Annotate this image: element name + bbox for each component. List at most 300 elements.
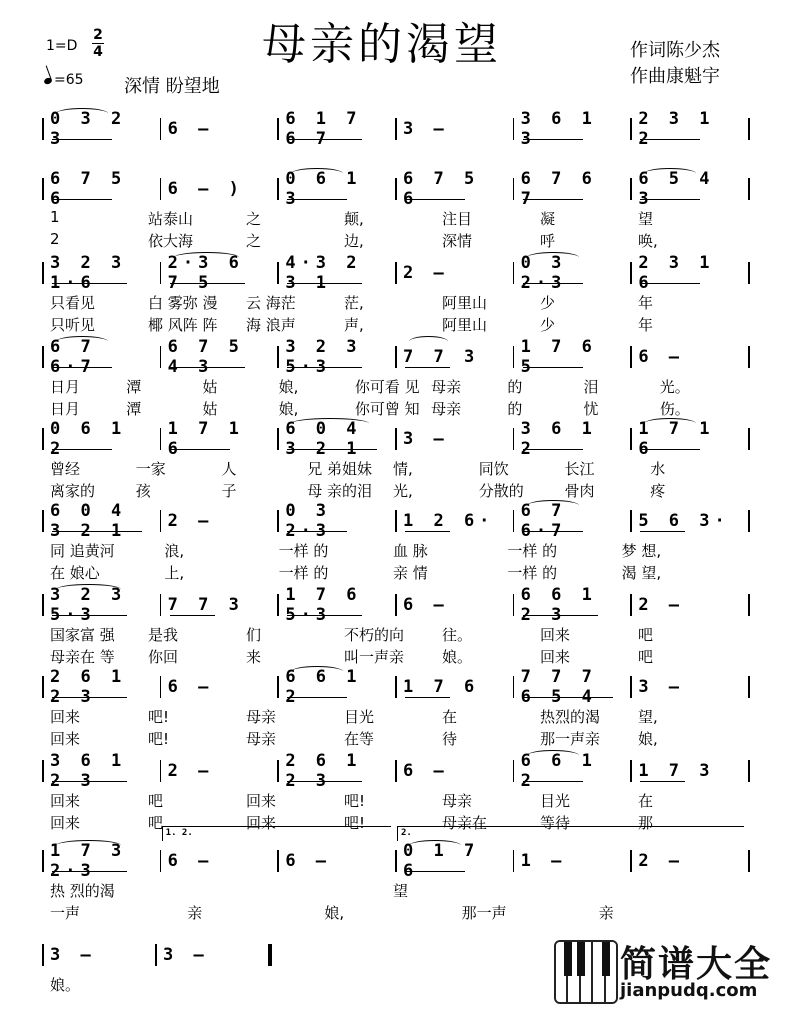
lyric-word: 在等 xyxy=(344,730,375,748)
bar-line xyxy=(748,594,750,616)
lyrics-line-1 xyxy=(42,208,748,228)
bar-line xyxy=(42,428,44,450)
bar-line xyxy=(630,118,632,140)
beam-line xyxy=(287,139,362,140)
bar-line xyxy=(513,346,515,368)
bar-line xyxy=(160,594,162,616)
lyric-word: 娘, xyxy=(638,730,658,748)
lyric-word: 渴 望, xyxy=(621,564,662,582)
lyric-word: 不朽的向 xyxy=(344,626,405,644)
lyric-word: 母亲 xyxy=(431,400,462,418)
bar-line xyxy=(513,262,515,284)
lyric-word: 边, xyxy=(344,232,364,250)
beam-line xyxy=(52,781,127,782)
bar-line xyxy=(395,118,397,140)
measure: 6 7 5 4 3 xyxy=(167,337,244,377)
lyric-word: 上, xyxy=(164,564,185,582)
lyric-word: 来 xyxy=(246,648,262,666)
beam-line xyxy=(405,199,465,200)
measure: 6 0 4 3 2 1 xyxy=(285,419,362,459)
lyrics-line-1 xyxy=(42,624,748,644)
measure: 1 7 3 2·3 xyxy=(50,841,127,881)
bar-line xyxy=(513,178,515,200)
lyric-word: 阿里山 xyxy=(442,294,488,312)
lyric-word: 椰 风阵 阵 xyxy=(148,316,218,334)
lyric-word: 望 xyxy=(393,882,409,900)
beam-line xyxy=(523,199,583,200)
bar-line xyxy=(395,262,397,284)
lyric-word: 在 xyxy=(442,708,458,726)
measure: 6 – xyxy=(638,347,685,367)
measure: 6 7 5 6 xyxy=(403,169,480,209)
beam-line xyxy=(640,139,700,140)
lyric-word: 母亲 xyxy=(442,792,473,810)
lyric-word: 潭 xyxy=(126,378,142,396)
beam-line xyxy=(170,283,245,284)
lyric-word: 注目 xyxy=(442,210,473,228)
bar-line xyxy=(630,676,632,698)
beam-line xyxy=(523,449,583,450)
lyric-word: 颠, xyxy=(344,210,364,228)
notation-row xyxy=(42,828,748,881)
lyric-word: 白 雾弥 漫 xyxy=(148,294,218,312)
lyric-word: 只看见 xyxy=(50,294,96,312)
lyric-word: 娘。 xyxy=(50,976,81,994)
bar-line xyxy=(277,118,279,140)
beam-line xyxy=(52,697,127,698)
lyrics-line-2 xyxy=(42,562,748,582)
lyric-word: 伤。 xyxy=(659,400,690,418)
time-signature xyxy=(92,28,104,59)
lyric-word: 唤, xyxy=(638,232,658,250)
measure: 6 1 7 6 7 xyxy=(285,109,362,149)
beam-line xyxy=(640,449,700,450)
lyric-word: 一样 的 xyxy=(507,542,558,560)
bar-line xyxy=(748,760,750,782)
measure: 2·3 6 7 5 xyxy=(167,253,244,293)
lyric-word: 回来 xyxy=(50,814,81,832)
measure: 1 7 6 5·3 xyxy=(285,585,362,625)
lyric-word: 同 追黄河 xyxy=(50,542,115,560)
bar-line xyxy=(42,594,44,616)
lyric-word: 阿里山 xyxy=(442,316,488,334)
volta-bracket-1: 1. 2. xyxy=(162,826,391,841)
volta-bracket-2: 2. xyxy=(397,826,744,841)
slur xyxy=(291,168,343,179)
lyrics-line-1 xyxy=(42,458,748,478)
bar-line xyxy=(42,676,44,698)
lyric-word: 站泰山 xyxy=(148,210,194,228)
lyric-word: 声, xyxy=(344,316,364,334)
lyric-word: 回来 xyxy=(540,626,571,644)
beam-line xyxy=(52,615,127,616)
slur xyxy=(56,108,108,119)
measure: 5 6 3· xyxy=(638,511,730,531)
slur xyxy=(56,336,108,347)
slur xyxy=(527,252,579,263)
beam-line xyxy=(52,199,112,200)
bar-line xyxy=(630,178,632,200)
lyric-word: 姑 xyxy=(202,400,218,418)
measure: 2 – xyxy=(403,263,449,283)
measure: 4·3 2 3 1 xyxy=(285,253,362,293)
measure: 3 – xyxy=(403,429,449,449)
lyric-word: 年 xyxy=(638,294,654,312)
measure: 6 0 4 3 2 1 xyxy=(50,501,127,541)
bar-line xyxy=(748,118,750,140)
beam-line xyxy=(405,367,450,368)
lyric-word: 一家 xyxy=(135,460,166,478)
beam-line xyxy=(640,283,700,284)
lyric-word: 泪 xyxy=(583,378,599,396)
lyrics-line-1 xyxy=(42,790,748,810)
notation-row xyxy=(42,337,748,377)
bar-line xyxy=(42,760,44,782)
lyric-word: 待 xyxy=(442,730,458,748)
lyric-word: 回来 xyxy=(246,814,277,832)
lyric-word: 少 xyxy=(540,316,556,334)
lyric-word: 目光 xyxy=(540,792,571,810)
lyric-word: 吧! xyxy=(148,730,170,748)
lyric-word: 血 脉 xyxy=(393,542,428,560)
lyric-word: 娘。 xyxy=(442,648,473,666)
measure: 3 – xyxy=(638,677,685,697)
lyric-word: 回来 xyxy=(50,792,81,810)
beam-line xyxy=(52,367,112,368)
measure: 2 3 1 6 xyxy=(638,253,715,293)
lyrics-line-2 xyxy=(42,314,748,334)
watermark xyxy=(554,940,784,1010)
measure: 1 7 1 6 xyxy=(638,419,715,459)
measure: 2 – xyxy=(638,595,685,615)
bar-line xyxy=(748,676,750,698)
measure: 2 – xyxy=(638,851,685,871)
bar-line xyxy=(160,510,162,532)
notation-row xyxy=(42,109,748,149)
slur xyxy=(291,418,369,429)
bar-line xyxy=(630,760,632,782)
lyric-word: 吧! xyxy=(344,792,366,810)
measure: 6 6 1 2 xyxy=(520,751,597,791)
lyric-word: 离家的 xyxy=(50,482,96,500)
bar-line xyxy=(277,850,279,872)
bar-line xyxy=(160,118,162,140)
lyrics-line-2 xyxy=(42,480,748,500)
bar-line xyxy=(160,428,162,450)
lyrics-line-2 xyxy=(42,230,748,250)
measure: 1 2 6· xyxy=(403,511,495,531)
measure: 3 – xyxy=(163,945,209,965)
measure: 3 2 3 1·6 xyxy=(50,253,127,293)
beam-line xyxy=(287,367,362,368)
measure: 6 – ) xyxy=(167,179,244,199)
lyric-word: 云 海茫 xyxy=(246,294,296,312)
piano-keys-icon xyxy=(554,940,618,1004)
lyric-word: 的 xyxy=(507,400,523,418)
lyric-word: 吧 xyxy=(148,792,164,810)
bar-line xyxy=(42,850,44,872)
measure: 3 2 3 5·3 xyxy=(285,337,362,377)
measure: 1 – xyxy=(520,851,567,871)
lyric-word: 日月 xyxy=(50,400,81,418)
bar-line xyxy=(513,118,515,140)
bar-line xyxy=(395,850,397,872)
measure: 6 – xyxy=(285,851,332,871)
notation-row xyxy=(42,751,748,791)
beam-line xyxy=(170,615,215,616)
beam-line xyxy=(287,697,347,698)
lyric-word: 目光 xyxy=(344,708,375,726)
lyric-word: 一样 的 xyxy=(278,564,329,582)
measure: 3 – xyxy=(403,119,449,139)
lyric-word: 母亲 xyxy=(431,378,462,396)
beam-line xyxy=(287,781,362,782)
lyric-word: 人 xyxy=(221,460,237,478)
lyric-word: 国家富 强 xyxy=(50,626,115,644)
measure: 6 – xyxy=(167,851,214,871)
lyric-word: 吧 xyxy=(638,648,654,666)
beam-line xyxy=(52,871,127,872)
beam-line xyxy=(405,531,450,532)
lyric-word: 光。 xyxy=(659,378,690,396)
measure: 0 3 2·3 xyxy=(285,501,332,541)
bar-line xyxy=(395,760,397,782)
bar-line xyxy=(395,428,397,450)
bar-line xyxy=(748,850,750,872)
slur xyxy=(644,168,696,179)
beam-line xyxy=(523,781,583,782)
lyric-word: 那 xyxy=(638,814,654,832)
lyric-word: 娘, xyxy=(278,378,299,396)
bar-line xyxy=(513,850,515,872)
lyric-word: 呼 xyxy=(540,232,556,250)
bar-line xyxy=(630,262,632,284)
measure: 2 3 1 2 xyxy=(638,109,715,149)
beam-line xyxy=(640,781,685,782)
bar-line xyxy=(395,510,397,532)
lyric-word: 孩 xyxy=(135,482,151,500)
measure: 0 3 2 3 xyxy=(50,109,127,149)
bar-line xyxy=(160,178,162,200)
lyric-word: 热烈的渴 xyxy=(540,708,601,726)
measure: 2 6 1 2 3 xyxy=(50,667,127,707)
bar-line xyxy=(277,346,279,368)
lyric-word: 茫, xyxy=(344,294,364,312)
beam-line xyxy=(405,871,465,872)
lyric-word: 是我 xyxy=(148,626,179,644)
lyric-word: 光, xyxy=(393,482,413,500)
watermark-url: jianpudq.com xyxy=(620,980,758,1001)
bar-line xyxy=(630,346,632,368)
lyric-word: 吧 xyxy=(148,814,164,832)
measure: 1 7 6 5 xyxy=(520,337,597,377)
beam-line xyxy=(287,615,362,616)
bar-line xyxy=(748,262,750,284)
lyrics-line-2 xyxy=(42,398,748,418)
slur xyxy=(56,584,121,595)
expression-marking: 深情 盼望地 xyxy=(124,76,220,97)
lyric-word: 在 娘心 xyxy=(50,564,100,582)
measure: 6 7 6·7 xyxy=(50,337,96,377)
bar-line xyxy=(42,510,44,532)
lyric-word: 1 xyxy=(50,208,60,226)
slur xyxy=(527,500,579,511)
lyrics-line-1 xyxy=(42,376,748,396)
bar-line xyxy=(160,262,162,284)
bar-line xyxy=(155,944,157,966)
measure: 7 7 3 xyxy=(167,595,244,615)
beam-line xyxy=(523,697,613,698)
meter-denominator: 4 xyxy=(93,44,103,60)
notation-row xyxy=(42,169,748,209)
lyric-word: 情, xyxy=(393,460,413,478)
lyric-word: 年 xyxy=(638,316,654,334)
lyric-word: 望, xyxy=(638,708,658,726)
slur xyxy=(56,840,121,851)
measure: 3 6 1 3 xyxy=(520,109,597,149)
bar-line xyxy=(42,262,44,284)
bar-line xyxy=(160,676,162,698)
lyric-word: 亲 情 xyxy=(393,564,428,582)
credits xyxy=(630,38,720,90)
bar-line xyxy=(630,594,632,616)
lyric-word: 娘, xyxy=(324,904,345,922)
bar-line xyxy=(277,760,279,782)
beam-line xyxy=(52,449,112,450)
measure: 0 3 2·3 xyxy=(520,253,567,293)
measure: 7 7 3 xyxy=(403,347,480,367)
notation-row xyxy=(42,253,748,293)
lyric-word: 分散的 xyxy=(478,482,524,500)
lyric-word: 回来 xyxy=(246,792,277,810)
beam-line xyxy=(287,283,362,284)
lyric-word: 浪, xyxy=(164,542,185,560)
measure: 1 7 6 xyxy=(403,677,480,697)
beam-line xyxy=(170,449,230,450)
slur xyxy=(527,750,579,761)
bar-line xyxy=(513,676,515,698)
lyric-word: 母亲 xyxy=(246,708,277,726)
measure: 7 7 7 6 5 4 xyxy=(520,667,597,707)
composer: 作曲康魁宇 xyxy=(630,66,720,87)
lyric-word: 只听见 xyxy=(50,316,96,334)
lyrics-line-2 xyxy=(42,646,748,666)
lyric-word: 母亲在 xyxy=(442,814,488,832)
bar-line xyxy=(160,760,162,782)
bar-line xyxy=(630,510,632,532)
quarter-note-icon xyxy=(43,77,53,85)
lyric-word: 你可看 见 xyxy=(354,378,420,396)
lyric-word: 少 xyxy=(540,294,556,312)
lyrics-line-1 xyxy=(42,540,748,560)
bar-line xyxy=(513,760,515,782)
measure: 0 6 1 2 xyxy=(50,419,127,459)
slur xyxy=(291,666,343,677)
bar-line xyxy=(277,510,279,532)
measure: 6 – xyxy=(167,677,214,697)
lyric-word: 等待 xyxy=(540,814,571,832)
measure: 6 7 6 7 xyxy=(520,169,597,209)
bar-line xyxy=(277,178,279,200)
lyric-word: 那一声 xyxy=(461,904,507,922)
measure: 0 6 1 3 xyxy=(285,169,362,209)
measure: 2 6 1 2 3 xyxy=(285,751,362,791)
lyric-word: 一样 的 xyxy=(278,542,329,560)
measure: 6 7 6·7 xyxy=(520,501,567,541)
beam-line xyxy=(523,283,583,284)
bar-line xyxy=(513,428,515,450)
beam-line xyxy=(52,139,112,140)
beam-line xyxy=(287,199,347,200)
bar-line xyxy=(748,428,750,450)
lyric-word: 忧 xyxy=(583,400,599,418)
lyric-word: 深情 xyxy=(442,232,473,250)
beam-line xyxy=(405,697,450,698)
bar-line xyxy=(42,346,44,368)
beam-line xyxy=(523,531,583,532)
beam-line xyxy=(523,139,583,140)
slur xyxy=(409,336,448,347)
bar-line xyxy=(277,428,279,450)
lyric-word: 吧! xyxy=(148,708,170,726)
lyrics-line-1 xyxy=(42,706,748,726)
lyric-word: 母亲 xyxy=(246,730,277,748)
bar-line xyxy=(395,178,397,200)
measure: 6 – xyxy=(403,761,449,781)
notation-row xyxy=(42,667,748,707)
measure: 6 5 4 3 xyxy=(638,169,715,209)
lyrics-line-1 xyxy=(42,292,748,312)
bar-line xyxy=(630,428,632,450)
tempo-value: =65 xyxy=(54,72,84,88)
lyric-word: 吧! xyxy=(344,814,366,832)
lyric-word: 们 xyxy=(246,626,262,644)
lyric-word: 梦 想, xyxy=(621,542,662,560)
beam-line xyxy=(523,615,598,616)
watermark-brand: 简谱大全 xyxy=(620,944,773,985)
measure: 6 6 1 2 xyxy=(285,667,362,707)
lyric-word: 潭 xyxy=(126,400,142,418)
bar-line xyxy=(630,850,632,872)
measure: 6 – xyxy=(403,595,449,615)
lyric-word: 一声 xyxy=(50,904,81,922)
beam-line xyxy=(287,449,377,450)
bar-line xyxy=(748,510,750,532)
lyric-word: 那一声亲 xyxy=(540,730,601,748)
bar-line xyxy=(748,178,750,200)
bar-line xyxy=(277,594,279,616)
bar-line xyxy=(42,944,44,966)
lyric-word: 同饮 xyxy=(478,460,509,478)
bar-line xyxy=(395,594,397,616)
lyric-word: 姑 xyxy=(202,378,218,396)
lyrics-line-1 xyxy=(42,880,748,900)
lyric-word: 之 xyxy=(246,232,262,250)
lyric-word: 望 xyxy=(638,210,654,228)
slur xyxy=(644,418,696,429)
lyric-word: 骨肉 xyxy=(564,482,595,500)
lyric-word: 曾经 xyxy=(50,460,81,478)
slur xyxy=(174,252,239,263)
lyrics-line-2 xyxy=(42,902,748,922)
lyric-word: 子 xyxy=(221,482,237,500)
lyric-word: 叫一声亲 xyxy=(344,648,405,666)
lyric-word: 热 烈的渴 xyxy=(50,882,115,900)
measure: 3 6 1 2 xyxy=(520,419,597,459)
meter-numerator: 2 xyxy=(93,27,103,43)
lyric-word: 的 xyxy=(507,378,523,396)
lyric-word: 2 xyxy=(50,230,60,248)
